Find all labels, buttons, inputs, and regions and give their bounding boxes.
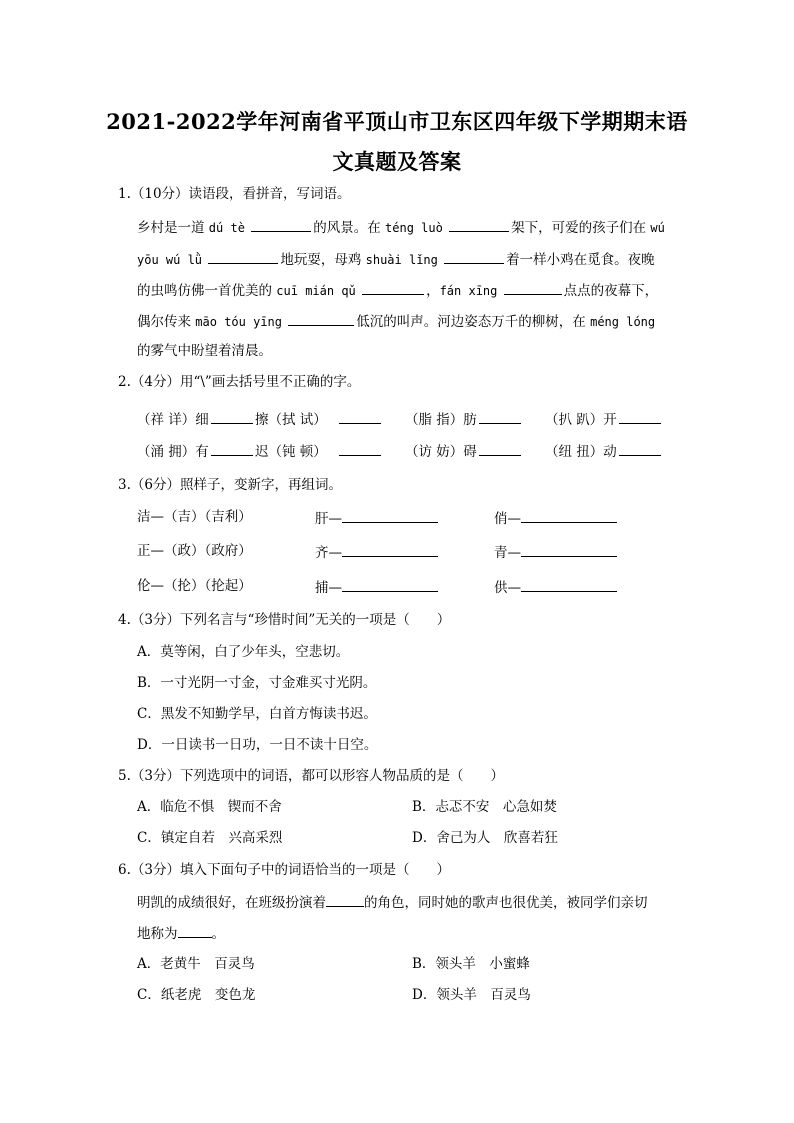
q1-line-1 xyxy=(137,217,665,237)
text: 的风景。在 xyxy=(313,220,386,236)
q2-item xyxy=(405,409,523,429)
pinyin: fán xīng xyxy=(439,284,498,298)
q5-option-c[interactable]: C．镇定自若 兴高采烈 xyxy=(137,830,283,846)
q5-option-d[interactable]: D．舍己为人 欣喜若狂 xyxy=(412,830,558,846)
answer-blank[interactable] xyxy=(449,217,509,232)
pinyin: shuài lǐng xyxy=(365,253,438,267)
q3-example: 洁—（吉）（吉利） xyxy=(137,509,252,525)
answer-blank[interactable] xyxy=(619,409,661,424)
q6-option-b[interactable]: B．领头羊 小蜜蜂 xyxy=(412,956,530,972)
answer-blank[interactable] xyxy=(342,577,438,592)
q3-example: 正—（政）（政府） xyxy=(137,543,252,559)
q2-item xyxy=(255,409,383,429)
item-text: 捕— xyxy=(315,580,342,596)
answer-blank[interactable] xyxy=(178,923,212,938)
q2-item xyxy=(137,441,255,461)
q3-item xyxy=(494,542,619,562)
item-text: （祥 详）细 xyxy=(137,412,209,428)
q2-header: 2.（4分）用“\”画去括号里不正确的字。 xyxy=(118,374,361,390)
item-text: （扒 趴）开 xyxy=(545,412,617,428)
item-text: 供— xyxy=(494,580,521,596)
q2-item xyxy=(137,409,255,429)
q3-item xyxy=(494,508,619,528)
answer-blank[interactable] xyxy=(339,409,381,424)
q6-option-d[interactable]: D．领头羊 百灵鸟 xyxy=(412,987,531,1003)
text: ， xyxy=(426,283,440,299)
answer-blank[interactable] xyxy=(362,280,424,295)
answer-blank[interactable] xyxy=(208,249,278,264)
item-text: （脂 指）肪 xyxy=(405,412,477,428)
q1-line-2 xyxy=(137,249,655,269)
item-text: （访 妨）碍 xyxy=(405,444,477,460)
item-text: 俏— xyxy=(494,511,521,527)
item-text: 迟（钝 顿） xyxy=(255,444,327,460)
pinyin: méng lóng xyxy=(590,315,656,329)
text: 点点的夜幕下， xyxy=(563,283,659,299)
q4-option-c[interactable]: C．黑发不知勤学早，白首方悔读书迟。 xyxy=(137,706,377,722)
item-text: （涌 拥）有 xyxy=(137,444,209,460)
answer-blank[interactable] xyxy=(251,217,311,232)
q3-example: 伦—（抡）（抡起） xyxy=(137,578,252,594)
answer-blank[interactable] xyxy=(504,280,562,295)
text: 的角色，同时她的歌声也很优美，被同学们亲切 xyxy=(364,895,648,911)
answer-blank[interactable] xyxy=(619,441,661,456)
q6-option-c[interactable]: C．纸老虎 变色龙 xyxy=(137,987,256,1003)
answer-blank[interactable] xyxy=(342,508,438,523)
pinyin: māo tóu yīng xyxy=(195,315,282,329)
q4-option-d[interactable]: D．一日读书一日功，一日不读十日空。 xyxy=(137,737,378,753)
q5-option-a[interactable]: A．临危不惧 锲而不舍 xyxy=(137,799,282,815)
q4-option-b[interactable]: B．一寸光阴一寸金，寸金难买寸光阴。 xyxy=(137,675,377,691)
answer-blank[interactable] xyxy=(342,542,438,557)
text: 架下，可爱的孩子们在 xyxy=(511,220,651,236)
pinyin: yōu wú lǜ xyxy=(137,253,203,267)
pinyin: téng luò xyxy=(385,221,443,235)
text: 。 xyxy=(211,926,225,942)
answer-blank[interactable] xyxy=(211,409,253,424)
pinyin: cuī mián qǔ xyxy=(276,284,356,298)
text: 乡村是一道 xyxy=(137,220,209,236)
answer-blank[interactable] xyxy=(326,892,364,907)
q5-header: 5.（3分）下列选项中的词语，都可以形容人物品质的是（ ） xyxy=(118,768,504,784)
q5-option-b[interactable]: B．忐忑不安 心急如焚 xyxy=(412,799,557,815)
q2-item xyxy=(405,441,523,461)
q2-item xyxy=(545,409,663,429)
item-text: （纽 扭）动 xyxy=(545,444,617,460)
text: 明凯的成绩很好，在班级扮演着 xyxy=(137,895,326,911)
answer-blank[interactable] xyxy=(521,542,617,557)
item-text: 擦（拭 试） xyxy=(255,412,327,428)
answer-blank[interactable] xyxy=(479,441,521,456)
q4-option-a[interactable]: A．莫等闲，白了少年头，空悲切。 xyxy=(137,644,350,660)
item-text: 齐— xyxy=(315,545,342,561)
q6-option-a[interactable]: A．老黄牛 百灵鸟 xyxy=(137,956,255,972)
answer-blank[interactable] xyxy=(339,441,381,456)
text: 低沉的叫声。河边姿态万千的柳树，在 xyxy=(356,314,591,330)
q3-item xyxy=(315,542,440,562)
text: 地玩耍，母鸡 xyxy=(280,252,366,268)
q6-header: 6.（3分）填入下面句子中的词语恰当的一项是（ ） xyxy=(118,862,450,878)
answer-blank[interactable] xyxy=(444,249,504,264)
q1-line-3 xyxy=(137,280,658,300)
q1-line-5: 的雾气中盼望着清晨。 xyxy=(137,343,272,359)
text: 着一样小鸡在觅食。夜晚 xyxy=(506,252,655,268)
q3-item xyxy=(315,577,440,597)
item-text: 肝— xyxy=(315,511,342,527)
title-line-2: 文真题及答案 xyxy=(332,149,462,174)
q1-line-4 xyxy=(137,311,655,331)
answer-blank[interactable] xyxy=(288,311,354,326)
text: 地称为 xyxy=(137,926,178,942)
q3-item xyxy=(315,508,440,528)
answer-blank[interactable] xyxy=(479,409,521,424)
q6-sentence-line-1 xyxy=(137,892,648,912)
title-line-1: 2021-2022学年河南省平顶山市卫东区四年级下学期期末语 xyxy=(106,109,688,134)
q2-item xyxy=(545,441,663,461)
pinyin: dú tè xyxy=(208,221,245,235)
pinyin: wú xyxy=(650,221,665,235)
text: 偶尔传来 xyxy=(137,314,196,330)
text: 的虫鸣仿佛一首优美的 xyxy=(137,283,277,299)
answer-blank[interactable] xyxy=(521,577,617,592)
q6-sentence-line-2 xyxy=(137,923,225,943)
item-text: 青— xyxy=(494,545,521,561)
answer-blank[interactable] xyxy=(521,508,617,523)
q3-item xyxy=(494,577,619,597)
answer-blank[interactable] xyxy=(211,441,253,456)
q1-header: 1.（10分）读语段，看拼音，写词语。 xyxy=(118,186,351,202)
q4-header: 4.（3分）下列名言与“珍惜时间”无关的一项是（ ） xyxy=(118,612,451,628)
q3-header: 3.（6分）照样子，变新字，再组词。 xyxy=(118,477,342,493)
q2-item xyxy=(255,441,383,461)
